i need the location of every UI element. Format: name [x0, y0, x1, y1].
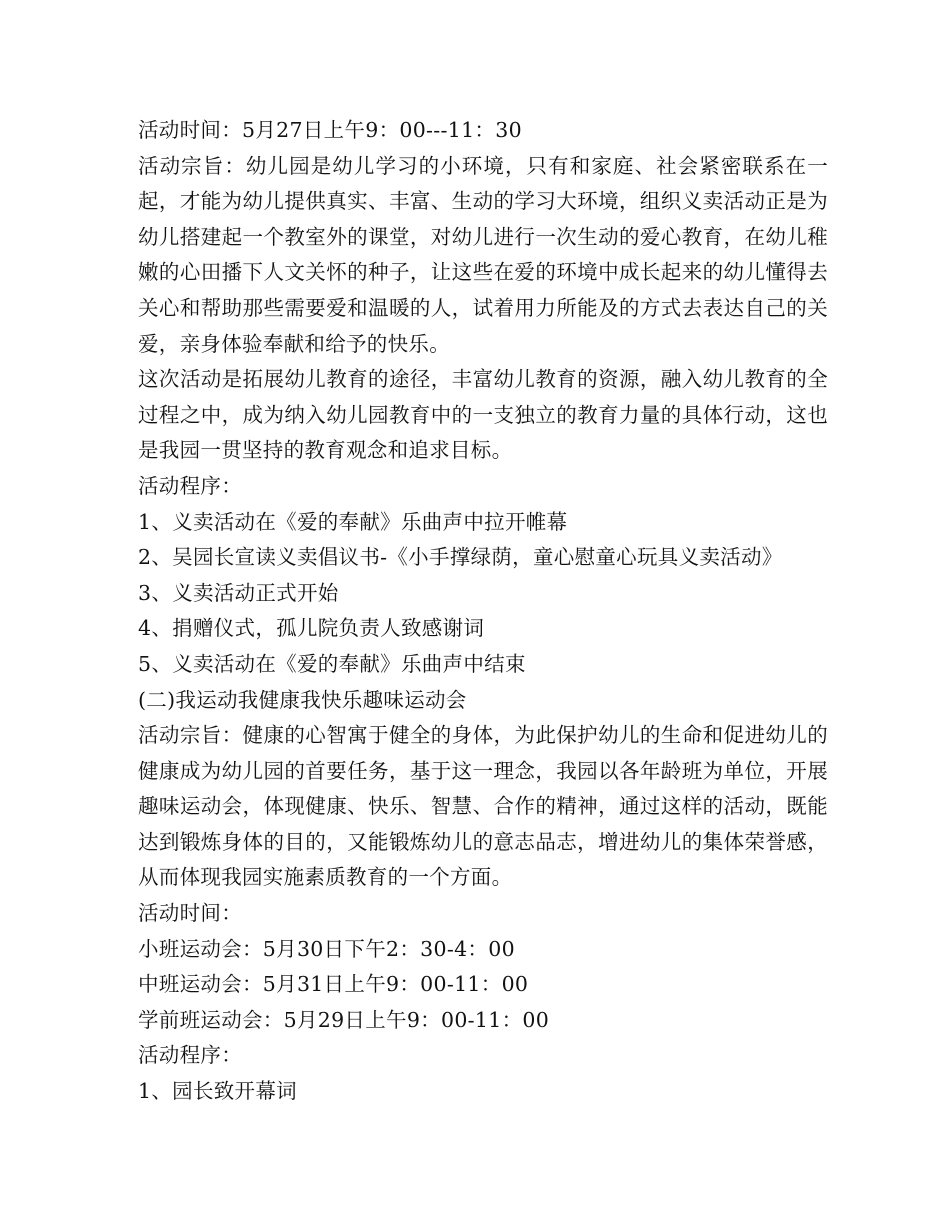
procedure-item-1: 1、义卖活动在《爱的奉献》乐曲声中拉开帷幕 [138, 509, 568, 534]
sports-time-small-class: 小班运动会：5月30日下午2：30-4：00 [138, 936, 515, 961]
procedure-item-5: 5、义卖活动在《爱的奉献》乐曲声中结束 [138, 651, 526, 676]
activity-time-line: 活动时间：5月27日上午9：00---11：30 [138, 118, 522, 142]
document-body [138, 113, 828, 1110]
section-heading-sports-meet: (二)我运动我健康我快乐趣味运动会 [138, 687, 467, 712]
activity-procedure-heading: 活动程序： [138, 473, 242, 498]
procedure-item-4: 4、捐赠仪式，孤儿院负责人致感谢词 [138, 616, 485, 641]
sports-time-middle-class: 中班运动会：5月31日上午9：00-11：00 [138, 972, 529, 997]
sports-procedure-item-1: 1、园长致开幕词 [138, 1079, 297, 1104]
sports-purpose-paragraph: 活动宗旨：健康的心智寓于健全的身体，为此保护幼儿的生命和促进幼儿的健康成为幼儿园的首要任务，基于这一理念，我园以各年龄班为单位，开展趣味运动会，体现健康、快乐、智慧、合作的精神，通过这样的活动，既能达到锻炼身体的目的，又能锻炼幼儿的意志品志，增进幼儿的集体荣誉感，从而体现我园实施素质教育的一个方面。 [138, 723, 828, 890]
sports-time-heading: 活动时间： [138, 901, 242, 926]
activity-significance-paragraph: 这次活动是拓展幼儿教育的途径，丰富幼儿教育的资源，融入幼儿教育的全过程之中，成为纳入幼儿园教育中的一支独立的教育力量的具体行动，这也是我园一贯坚持的教育观念和追求目标。 [138, 367, 828, 463]
sports-time-preschool-class: 学前班运动会：5月29日上午9：00-11：00 [138, 1007, 550, 1032]
activity-purpose-paragraph: 活动宗旨：幼儿园是幼儿学习的小环境，只有和家庭、社会紧密联系在一起，才能为幼儿提供真实、丰富、生动的学习大环境，组织义卖活动正是为幼儿搭建起一个教室外的课堂，对幼儿进行一次生动的爱心教育，在幼儿稚嫩的心田播下人文关怀的种子，让这些在爱的环境中成长起来的幼儿懂得去关心和帮助那些需要爱和温暖的人，试着用力所能及的方式去表达自己的关爱，亲身体验奉献和给予的快乐。 [138, 153, 828, 356]
sports-procedure-heading: 活动程序： [138, 1043, 242, 1068]
procedure-item-2: 2、吴园长宣读义卖倡议书-《小手撑绿荫，童心慰童心玩具义卖活动》 [138, 545, 783, 570]
procedure-item-3: 3、义卖活动正式开始 [138, 580, 339, 605]
